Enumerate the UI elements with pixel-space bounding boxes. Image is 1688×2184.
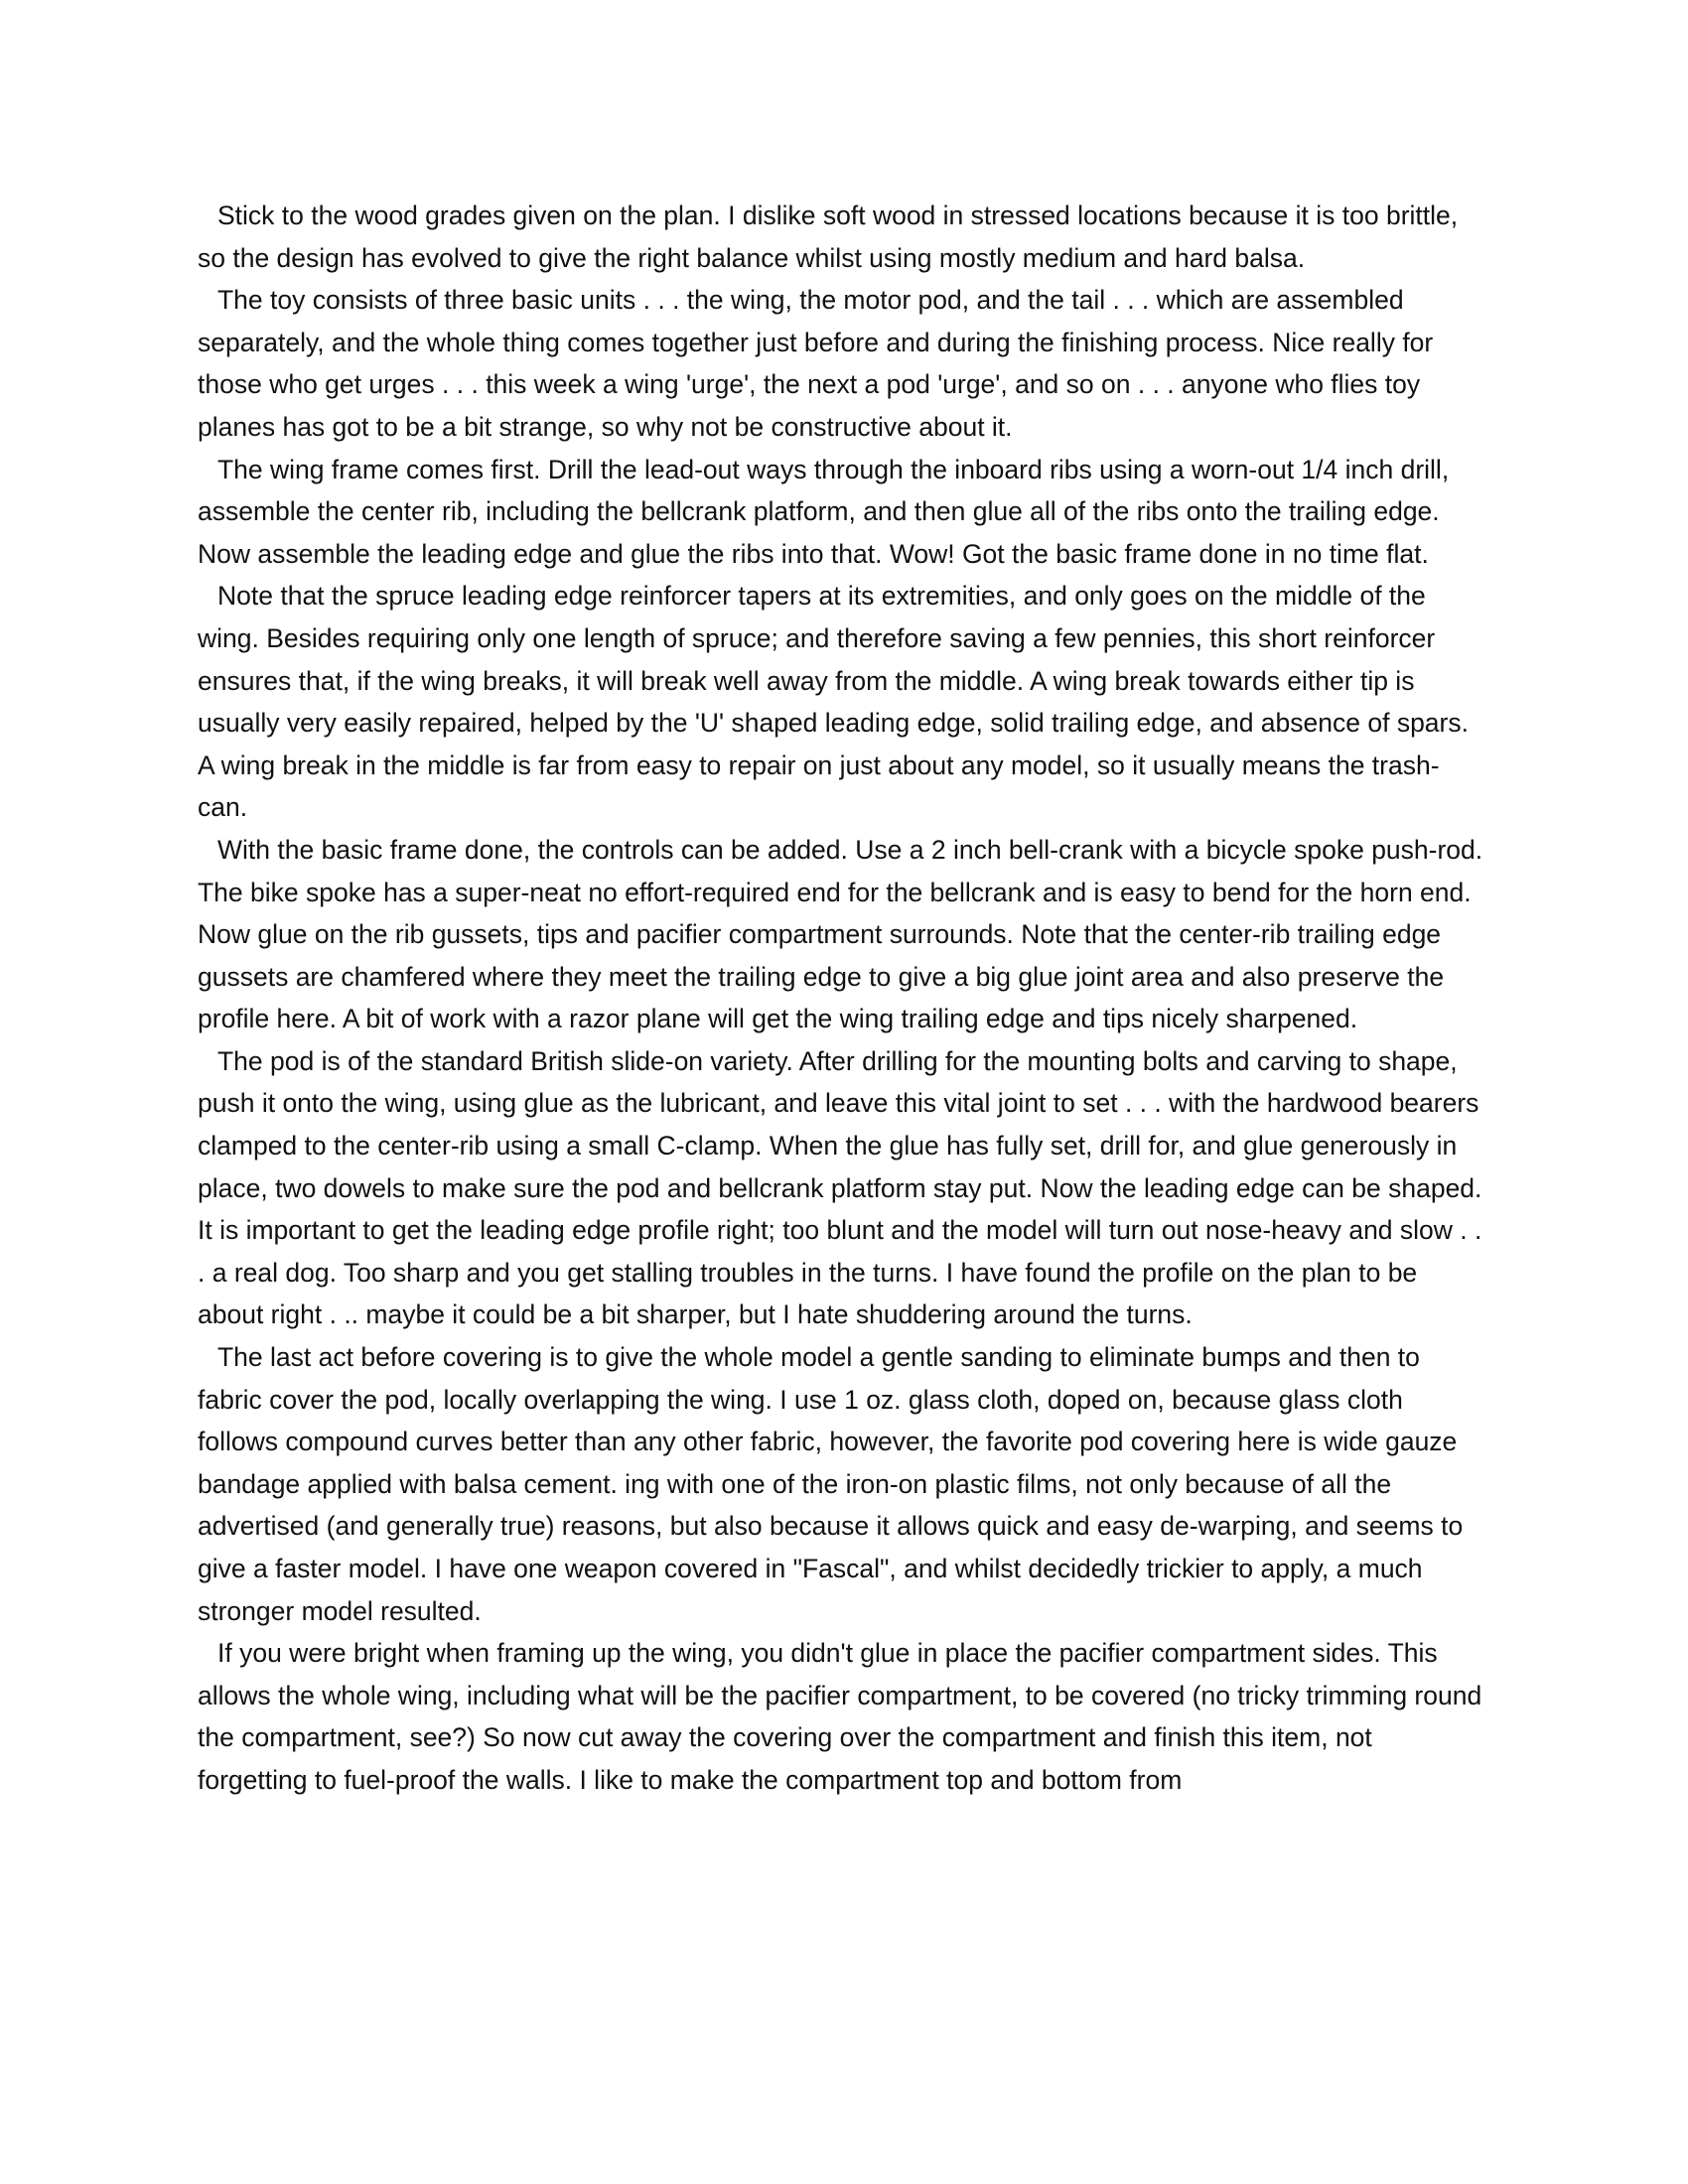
- paragraph-controls: With the basic frame done, the controls can be added. Use a 2 inch bell-crank with a bicycle spoke push-rod. The bike spoke has a super-neat no effort-required end for the bellcrank and is easy to bend for the horn end. Now glue on the rib gussets, tips and pacifier compartment surrounds. Note that the center-rib trailing edge gussets are chamfered where they meet the trailing edge to give a big glue joint area and also preserve the profile here. A bit of work with a razor plane will get the wing trailing edge and tips nicely sharpened.: [198, 834, 1483, 1034]
- paragraph-pacifier-compartment: If you were bright when framing up the wing, you didn't glue in place the pacifier compartment sides. This allows the whole wing, including what will be the pacifier compartment, to be covered (no tricky trimming round the compartment, see?) So now cut away the covering over the compartment and finish this item, not forgetting to fuel-proof the walls. I like to make the compartment top and bottom from: [198, 1638, 1482, 1795]
- paragraph-wing-frame: The wing frame comes first. Drill the lead-out ways through the inboard ribs using a worn-out 1/4 inch drill, assemble the center rib, including the bellcrank platform, and then glue all of the ribs onto the trailing edge. Now assemble the leading edge and glue the ribs into that. Wow! Got the basic frame done in no time flat.: [198, 454, 1450, 569]
- paragraph-covering: The last act before covering is to give the whole model a gentle sanding to eliminate bumps and then to fabric cover the pod, locally overlapping the wing. I use 1 oz. glass cloth, doped on, because glass cloth follows compound curves better than any other fabric, however, the favorite pod covering here is wide gauze bandage applied with balsa cement. ing with one of the iron-on plastic films, not only because of all the advertised (and generally true) reasons, but also because it allows quick and easy de-warping, and seems to give a faster model. I have one weapon covered in "Fascal", and whilst decidedly trickier to apply, a much stronger model resulted.: [198, 1342, 1464, 1626]
- paragraph-basic-units: The toy consists of three basic units . . . the wing, the motor pod, and the tail . . . which are assembled separately, and the whole thing comes together just before and during the finishing process. Nice really for those who get urges . . . this week a wing 'urge', the next a pod 'urge', and so on . . . anyone who flies toy planes has got to be a bit strange, so why not be constructive about it.: [198, 285, 1434, 442]
- body-text: [198, 195, 1488, 1802]
- paragraph-wood-grades: Stick to the wood grades given on the plan. I dislike soft wood in stressed locations because it is too brittle, so the design has evolved to give the right balance whilst using mostly medium and hard balsa.: [198, 201, 1459, 273]
- paragraph-leading-edge-reinforcer: Note that the spruce leading edge reinforcer tapers at its extremities, and only goes on the middle of the wing. Besides requiring only one length of spruce; and therefore saving a few pennies, this short reinforcer ensures that, if the wing breaks, it will break well away from the middle. A wing break towards either tip is usually very easily repaired, helped by the 'U' shaped leading edge, solid trailing edge, and absence of spars. A wing break in the middle is far from easy to repair on just about any model, so it usually means the trash-can.: [198, 581, 1469, 823]
- paragraph-pod: The pod is of the standard British slide-on variety. After drilling for the mounting bolts and carving to shape, push it onto the wing, using glue as the lubricant, and leave this vital joint to set . . . with the hardwood bearers clamped to the center-rib using a small C-clamp. When the glue has fully set, drill for, and glue generously in place, two dowels to make sure the pod and bellcrank platform stay put. Now the leading edge can be shaped. It is important to get the leading edge profile right; too blunt and the model will turn out nose-heavy and slow . . . a real dog. Too sharp and you get stalling troubles in the turns. I have found the profile on the plan to be about right . .. maybe it could be a bit sharper, but I hate shuddering around the turns.: [198, 1045, 1482, 1330]
